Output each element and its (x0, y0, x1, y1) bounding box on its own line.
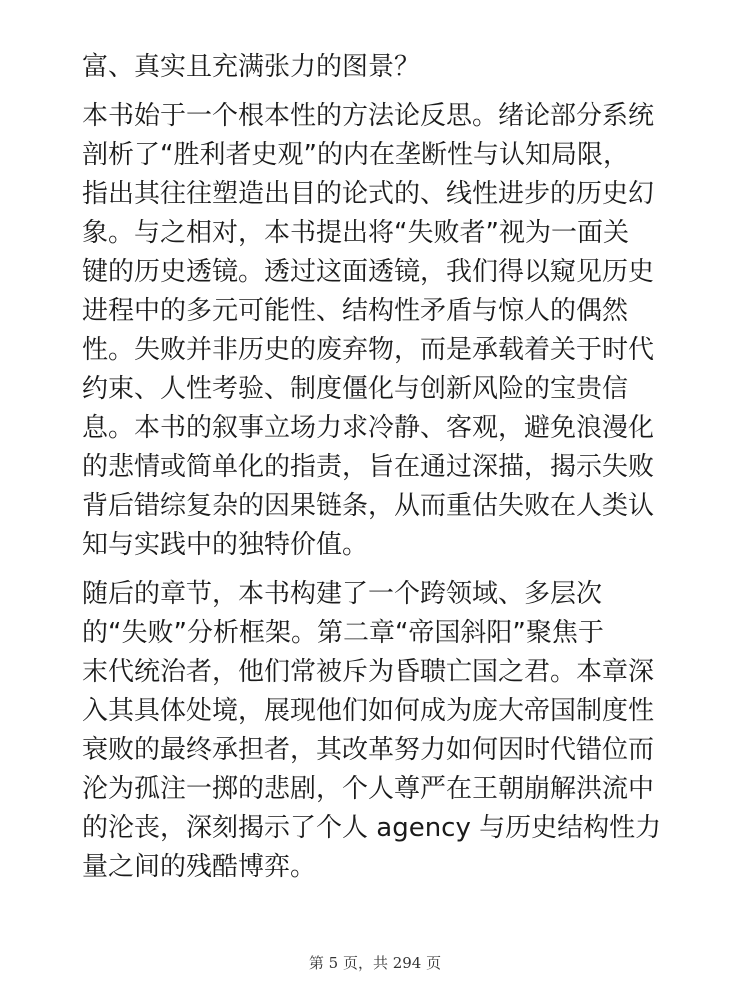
text-line: 背后错综复杂的因果链条，从而重估失败在人类认 (82, 491, 655, 521)
page-number-footer: 第 5 页，共 294 页 (308, 954, 442, 972)
text-line: 衰败的最终承担者，其改革努力如何因时代错位而 (82, 735, 655, 765)
text-line: 本书始于一个根本性的方法论反思。绪论部分系统 (82, 101, 655, 131)
text-line: 沦为孤注一掷的悲剧，个人尊严在王朝崩解洪流中 (82, 774, 655, 804)
text-line: 象。与之相对，本书提出将“失败者”视为一面关 (82, 218, 629, 248)
text-line: 的悲情或简单化的指责，旨在通过深描，揭示失败 (82, 452, 655, 482)
text-line: 随后的章节，本书构建了一个跨领域、多层次 (82, 579, 603, 609)
body-text (82, 48, 682, 897)
text-line: 息。本书的叙事立场力求冷静、客观，避免浪漫化 (82, 413, 655, 443)
text-line: 末代统治者，他们常被斥为昏聩亡国之君。本章深 (82, 657, 655, 687)
text-line: 的沦丧，深刻揭示了个人 agency 与历史结构性力 (82, 813, 662, 843)
text-line: 富、真实且充满张力的图景？ (82, 52, 421, 82)
text-line: 进程中的多元可能性、结构性矛盾与惊人的偶然 (82, 296, 629, 326)
text-line: 约束、人性考验、制度僵化与创新风险的宝贵信 (82, 374, 629, 404)
text-line: 入其具体处境，展现他们如何成为庞大帝国制度性 (82, 696, 655, 726)
text-line: 知与实践中的独特价值。 (82, 530, 369, 560)
text-line: 剖析了“胜利者史观”的内在垄断性与认知局限， (82, 140, 629, 170)
text-line: 键的历史透镜。透过这面透镜，我们得以窥见历史 (82, 257, 655, 287)
text-line: 指出其往往塑造出目的论式的、线性进步的历史幻 (82, 179, 655, 209)
text-line: 性。失败并非历史的废弃物，而是承载着关于时代 (82, 335, 655, 365)
paragraph-1 (82, 48, 682, 87)
paragraph-3 (82, 575, 682, 887)
text-line: 的“失败”分析框架。第二章“帝国斜阳”聚焦于 (82, 618, 604, 648)
text-line: 量之间的残酷博弈。 (82, 852, 317, 882)
paragraph-2 (82, 97, 682, 565)
